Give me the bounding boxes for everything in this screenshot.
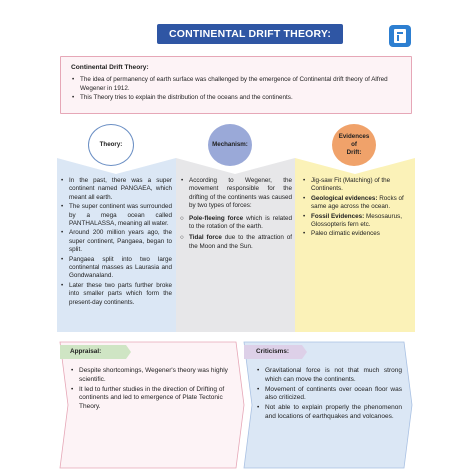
list-item: • Not able to explain properly the phenomenon and locations of earthquakes and volcanoes.: [256, 404, 402, 422]
list-item: • Fossil Evidences: Mesosaurus, Glossopteris fern etc.: [302, 213, 412, 230]
criticisms-list: [256, 367, 402, 423]
list-item: • Jig-saw Fit (Matching) of the Continents.: [302, 177, 412, 194]
list-item: ○ Tidal force due to the attraction of the Moon and the Sun.: [180, 234, 292, 251]
list-item: • Geological evidences: Rocks of same age across the ocean.: [302, 195, 412, 212]
evidence-circle: Evidences of Drift:: [332, 124, 376, 166]
mechanism-circle: Mechanism:: [208, 124, 252, 166]
intro-item: • The idea of permanency of earth surface was challenged by the emergence of Continental drift theory of Alfred Wegener in 1912.: [71, 75, 401, 93]
list-item: • According to Wegener, the movement responsible for the drifting of the continents was caused by two types of forces:: [180, 177, 292, 211]
theory-list: [60, 177, 172, 308]
list-item: ○ Pole-fleeing force which is related to the rotation of the earth.: [180, 215, 292, 232]
list-item: • Paleo climatic evidences: [302, 230, 412, 238]
page-title: CONTINENTAL DRIFT THEORY:: [157, 24, 343, 44]
list-item: • The super continent was surrounded by a mega ocean called PANTHALASSA, meaning all water.: [60, 203, 172, 228]
list-item: • Movement of continents over ocean floor was also criticized.: [256, 386, 402, 404]
list-item: • Gravitational force is not that much strong which can move the continents.: [256, 367, 402, 385]
intro-heading: Continental Drift Theory:: [71, 64, 149, 71]
list-item: • Around 200 million years ago, the super continent, Pangaea, began to split.: [60, 229, 172, 254]
mechanism-list: [180, 177, 292, 252]
appraisal-list: [70, 367, 230, 413]
theory-circle: Theory:: [88, 124, 134, 166]
list-item: • Later these two parts further broke into smaller parts which form the present-day continents.: [60, 282, 172, 307]
criticisms-tag: Criticisms:: [256, 348, 290, 355]
list-item: • In the past, there was a super continent named PANGAEA, which meant all earth.: [60, 177, 172, 202]
appraisal-tag: Appraisal:: [70, 348, 102, 355]
list-item: • Pangaea split into two large continental masses as Laurasia and Gondwanaland.: [60, 256, 172, 281]
list-item: • Despite shortcomings, Wegener's theory was highly scientific.: [70, 367, 230, 385]
intro-item: • This Theory tries to explain the distribution of the oceans and the continents.: [71, 93, 401, 102]
evidence-list: [302, 177, 412, 240]
list-item: • It led to further studies in the direction of Drifting of continents and led to emergence of Plate Tectonic Theory.: [70, 386, 230, 412]
